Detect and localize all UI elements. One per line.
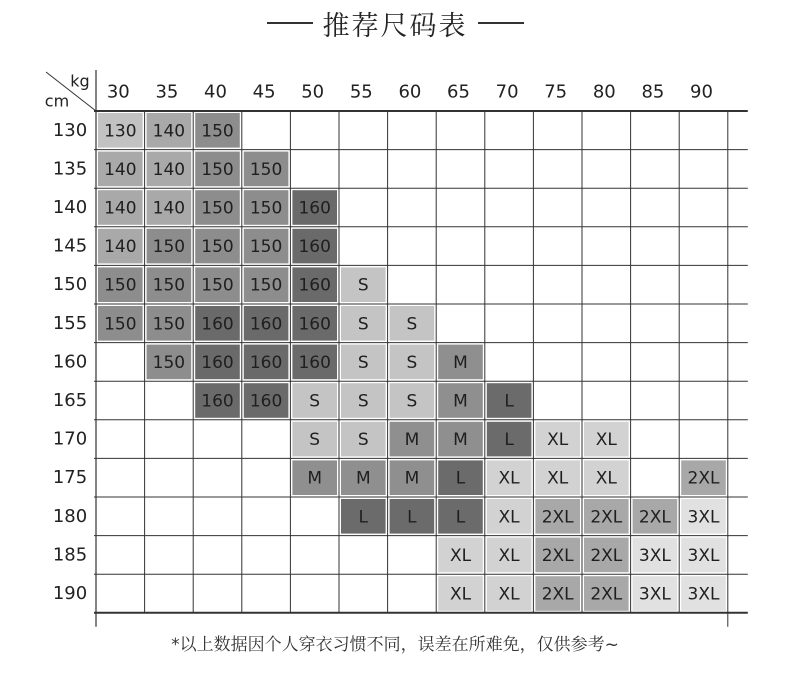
size-cell-value: 140 [152, 159, 186, 180]
size-cell-value: 140 [104, 237, 137, 258]
size-cell-value: 160 [201, 314, 234, 335]
size-cell-value: L [358, 507, 369, 528]
weight-header-label: 85 [641, 81, 665, 103]
size-cell-value: XL [595, 468, 617, 489]
size-cell-value: M [355, 468, 371, 489]
size-cell-value: S [406, 391, 418, 412]
size-cell-value: 160 [201, 391, 234, 412]
size-cell-value: 140 [152, 121, 186, 142]
size-cell-value: 2XL [590, 545, 623, 566]
size-cell-value: M [404, 468, 420, 489]
size-cell-value: L [455, 507, 466, 528]
height-row-label: 150 [52, 274, 88, 296]
size-cell-value: M [404, 430, 420, 451]
height-row-label: 130 [52, 119, 88, 141]
size-cell-value: 150 [201, 237, 234, 258]
size-cell-value: 160 [298, 275, 331, 296]
height-row-label: 145 [52, 235, 88, 257]
weight-header-label: 90 [690, 81, 713, 103]
size-cell-value: 150 [249, 159, 283, 180]
size-cell-value: 150 [152, 237, 186, 258]
size-cell-value: 150 [201, 275, 234, 296]
size-cell-value: M [453, 391, 468, 412]
size-cell-value: 150 [104, 275, 137, 296]
size-cell-value: 160 [201, 352, 234, 373]
size-cell-value: 160 [298, 352, 331, 373]
size-cell-value: L [407, 507, 417, 528]
size-cell-value: XL [449, 545, 472, 566]
size-cell-value: M [453, 430, 468, 451]
height-row-label: 160 [52, 351, 88, 373]
size-cell-value: L [504, 391, 514, 412]
size-cell-value: 150 [249, 237, 283, 258]
size-cell-value: S [406, 352, 418, 373]
height-row-label: 135 [52, 158, 88, 180]
size-cell-value: 3XL [687, 545, 720, 566]
footnote: *以上数据因个人穿衣习惯不同，误差在所难免，仅供参考~ [171, 635, 619, 655]
size-cell-value: 2XL [638, 507, 671, 528]
size-cell-value: 3XL [687, 507, 720, 528]
size-cell-value: 140 [152, 198, 186, 219]
size-cell-value: 140 [104, 159, 137, 180]
size-cell-value: 150 [201, 121, 234, 142]
size-cell-value: 160 [249, 391, 283, 412]
weight-header-label: 40 [204, 81, 227, 103]
size-cell-value: XL [547, 468, 569, 489]
size-cell-value: 2XL [590, 584, 623, 605]
size-cell-value: S [357, 391, 369, 412]
size-cell-value: 160 [249, 352, 283, 373]
height-row-label: 165 [52, 390, 88, 411]
size-cell-value: S [406, 314, 418, 335]
size-cell-value: 160 [249, 314, 283, 335]
size-cell-value: XL [498, 468, 520, 489]
size-cell-value: 2XL [687, 468, 720, 489]
size-cell-value: 140 [104, 198, 137, 219]
weight-header-label: 30 [106, 81, 130, 103]
height-row-label: 170 [52, 428, 88, 450]
height-row-label: 140 [52, 197, 88, 218]
weight-header-label: 70 [495, 81, 519, 103]
size-cell-value: 150 [201, 198, 234, 219]
size-cell-value: 150 [249, 275, 283, 296]
weight-header-label: 80 [592, 81, 616, 103]
corner-cm-label: cm [44, 91, 70, 111]
height-row-label: 180 [52, 505, 88, 527]
size-cell-value: XL [547, 430, 569, 451]
size-cell-value: 150 [152, 314, 186, 335]
size-cell-value: 160 [298, 314, 331, 335]
size-cell-value: 3XL [638, 545, 671, 566]
size-cell-value: 2XL [541, 507, 574, 528]
size-cell-value: S [357, 352, 369, 373]
size-cell-value: XL [498, 545, 520, 566]
size-cell-value: S [357, 430, 369, 451]
size-cell-value: XL [595, 430, 617, 451]
size-cell-value: 150 [152, 352, 186, 373]
title-text: 推荐尺码表 [322, 10, 468, 42]
size-cell-value: XL [498, 584, 520, 605]
size-cell-value: S [357, 275, 369, 296]
height-row-label: 155 [52, 312, 88, 334]
size-cell-value: 150 [201, 159, 234, 180]
size-cell-value: 150 [249, 198, 283, 219]
size-cell-value: 3XL [687, 584, 720, 605]
size-cell-value: L [504, 430, 514, 451]
weight-header-label: 55 [349, 81, 373, 103]
corner-kg-label: kg [70, 71, 90, 91]
height-row-label: 185 [52, 544, 88, 566]
weight-header-label: 75 [544, 81, 568, 103]
size-cell-value: 2XL [541, 545, 574, 566]
weight-header-label: 65 [447, 81, 470, 103]
size-cell-value: L [455, 468, 466, 489]
height-row-label: 190 [52, 583, 88, 604]
size-cell-value: 150 [152, 275, 186, 296]
size-cell-value: 150 [104, 314, 137, 335]
size-cell-value: 160 [298, 198, 331, 219]
size-cell-value: S [357, 314, 369, 335]
size-cell-value: M [453, 352, 468, 373]
size-cell-value: 130 [104, 121, 137, 142]
size-cell-value: 2XL [590, 507, 623, 528]
weight-header-label: 50 [301, 81, 325, 103]
size-cell-value: S [309, 391, 321, 412]
size-cell-value: 3XL [638, 584, 671, 605]
weight-header-label: 45 [252, 81, 276, 103]
size-cell-value: M [307, 468, 323, 489]
size-cell-value: XL [449, 584, 472, 605]
size-cell-value: S [309, 430, 321, 451]
size-cell-value: XL [498, 507, 520, 528]
weight-header-label: 60 [398, 81, 422, 103]
weight-header-label: 35 [155, 81, 179, 103]
height-row-label: 175 [52, 467, 88, 489]
size-cell-value: 2XL [541, 584, 574, 605]
size-cell-value: 160 [298, 237, 331, 258]
